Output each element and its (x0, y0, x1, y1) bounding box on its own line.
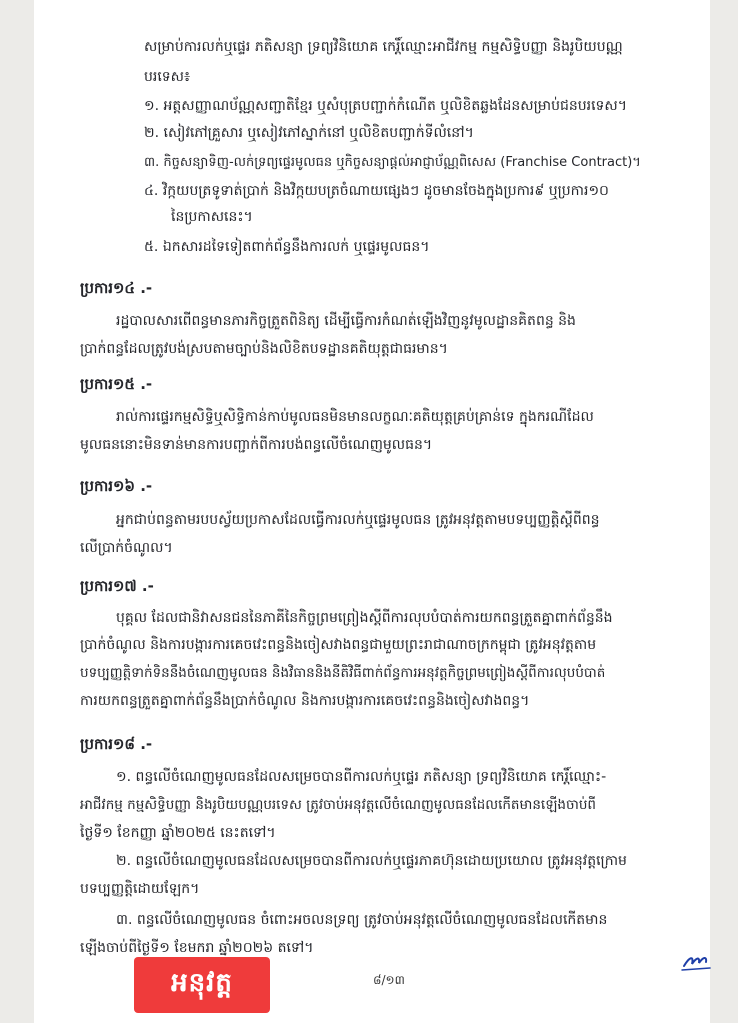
article-heading: ប្រការ១៥ .- (80, 375, 153, 393)
list-item: ៣. កិច្ចសន្យាទិញ-លក់ទ្រព្យផ្ទេរមូលធន ឬកិច្ចសន្យាផ្ដល់អាជ្ញាប័ណ្ណពិសេស (Franchise Contract)។ (144, 155, 641, 170)
article-heading: ប្រការ១៧ .- (80, 577, 154, 595)
list-item: ១. ពន្ធលើចំណេញមូលធនដែលសម្រេចបានពីការលក់ឬផ្ទេរ ភតិសន្យា ទ្រព្យវិនិយោគ កេរ្តិ៍ឈ្មោះ- (116, 769, 607, 785)
document-page (34, 0, 710, 1023)
text-line: លើប្រាក់ចំណូល។ (80, 540, 173, 556)
applied-stamp: អនុវត្ត (134, 957, 270, 1013)
text-line: អាជីវកម្ម កម្មសិទ្ធិបញ្ញា និងរូបិយបណ្ណបរទេស ត្រូវចាប់អនុវត្តលើចំណេញមូលធនដែលកើតមានឡើងចាប់ពី (80, 797, 596, 813)
signature-mark (680, 948, 714, 974)
text-line: ថ្ងៃទី១ ខែកញ្ញា ឆ្នាំ២០២៥ នេះតទៅ។ (80, 825, 276, 841)
article-heading: ប្រការ១៦ .- (80, 477, 153, 495)
text-line: ប្រាក់ចំណូល និងការបង្ការការគេចវេះពន្ធនិងចៀសវាងពន្ធជាមួយព្រះរាជាណាចក្រកម្ពុជា ត្រូវអនុវត្តតាម (80, 637, 597, 653)
text-line: មូលធននោះមិនទាន់មានការបញ្ជាក់ពីការបង់ពន្ធលើចំណេញមូលធន។ (80, 437, 433, 453)
text-line: បុគ្គល ដែលជានិវាសនជននៃភាគីនៃកិច្ចព្រមព្រៀងស្ដីពីការលុបបំបាត់ការយកពន្ធត្រួតគ្នាពាក់ព័ន្ធនឹង (116, 610, 613, 626)
article-heading: ប្រការ១៤ .- (80, 279, 153, 297)
text-line: សម្រាប់ការលក់ឬផ្ទេរ ភតិសន្យា ទ្រព្យវិនិយោគ កេរ្តិ៍ឈ្មោះអាជីវកម្ម កម្មសិទ្ធិបញ្ញា និងរូបិយបណ្ណ (144, 39, 623, 55)
list-item: ១. អត្តសញ្ញាណប័ណ្ណសញ្ជាតិខ្មែរ ឬសំបុត្របញ្ជាក់កំណើត ឬលិខិតឆ្លងដែនសម្រាប់ជនបរទេស។ (144, 98, 627, 114)
text-line: បទប្បញ្ញត្តិដោយឡែក។ (80, 881, 200, 897)
text-line: នៃប្រកាសនេះ។ (171, 209, 253, 225)
text-line: បទប្បញ្ញត្តិទាក់ទិននឹងចំណេញមូលធន និងវិធាននិងនីតិវិធីពាក់ព័ន្ធការអនុវត្តកិច្ចព្រមព្រៀងស្ដីពីការលុបបំបាត់ (80, 665, 606, 681)
text-line: ឡើងចាប់ពីថ្ងៃទី១ ខែមករា ឆ្នាំ២០២៦ តទៅ។ (80, 940, 314, 956)
list-item: ៥. ឯកសារដទៃទៀតពាក់ព័ន្ធនឹងការលក់ ឬផ្ទេរមូលធន។ (144, 239, 430, 255)
text-line: ការយកពន្ធត្រួតគ្នាពាក់ព័ន្ធនឹងប្រាក់ចំណូល និងការបង្ការការគេចវេះពន្ធនិងចៀសវាងពន្ធ។ (80, 693, 530, 709)
text-line: រដ្ឋបាលសារពើពន្ធមានភារកិច្ចត្រួតពិនិត្យ ដើម្បីធ្វើការកំណត់ឡើងវិញនូវមូលដ្ឋានគិតពន្ធ និង (116, 313, 576, 329)
text-line: រាល់ការផ្ទេរកម្មសិទ្ធិឬសិទ្ធិកាន់កាប់មូលធនមិនមានលក្ខណៈគតិយុត្តគ្រប់គ្រាន់ទេ ក្នុងករណីដែល (116, 409, 594, 425)
text-line: អ្នកជាប់ពន្ធតាមរបបស្វ័យប្រកាសដែលធ្វើការលក់ឬផ្ទេរមូលធន ត្រូវអនុវត្តតាមបទប្បញ្ញត្តិស្ដីពីពន្ធ (116, 512, 600, 528)
article-heading: ប្រការ១៨ .- (80, 735, 153, 753)
text-line: បរទេស៖ (144, 69, 191, 85)
list-item: ២. ពន្ធលើចំណេញមូលធនដែលសម្រេចបានពីការលក់ឬផ្ទេរភាគហ៊ុនដោយប្រយោល ត្រូវអនុវត្តក្រោម (116, 853, 627, 869)
text-line: ប្រាក់ពន្ធដែលត្រូវបង់ស្របតាមច្បាប់និងលិខិតបទដ្ឋានគតិយុត្តជាធរមាន។ (80, 341, 448, 357)
page-number: ៨/១៣ (373, 973, 405, 987)
list-item: ៤. វិក្កយបត្រទូទាត់ប្រាក់ និងវិក្កយបត្រចំណាយផ្សេងៗ ដូចមានចែងក្នុងប្រការ៩ ឬប្រការ១០ (144, 183, 609, 199)
list-item: ២. សៀវភៅគ្រួសារ ឬសៀវភៅស្នាក់នៅ ឬលិខិតបញ្ជាក់ទីលំនៅ។ (144, 125, 474, 141)
list-item: ៣. ពន្ធលើចំណេញមូលធន ចំពោះអចលនទ្រព្យ ត្រូវចាប់អនុវត្តលើចំណេញមូលធនដែលកើតមាន (116, 912, 608, 928)
